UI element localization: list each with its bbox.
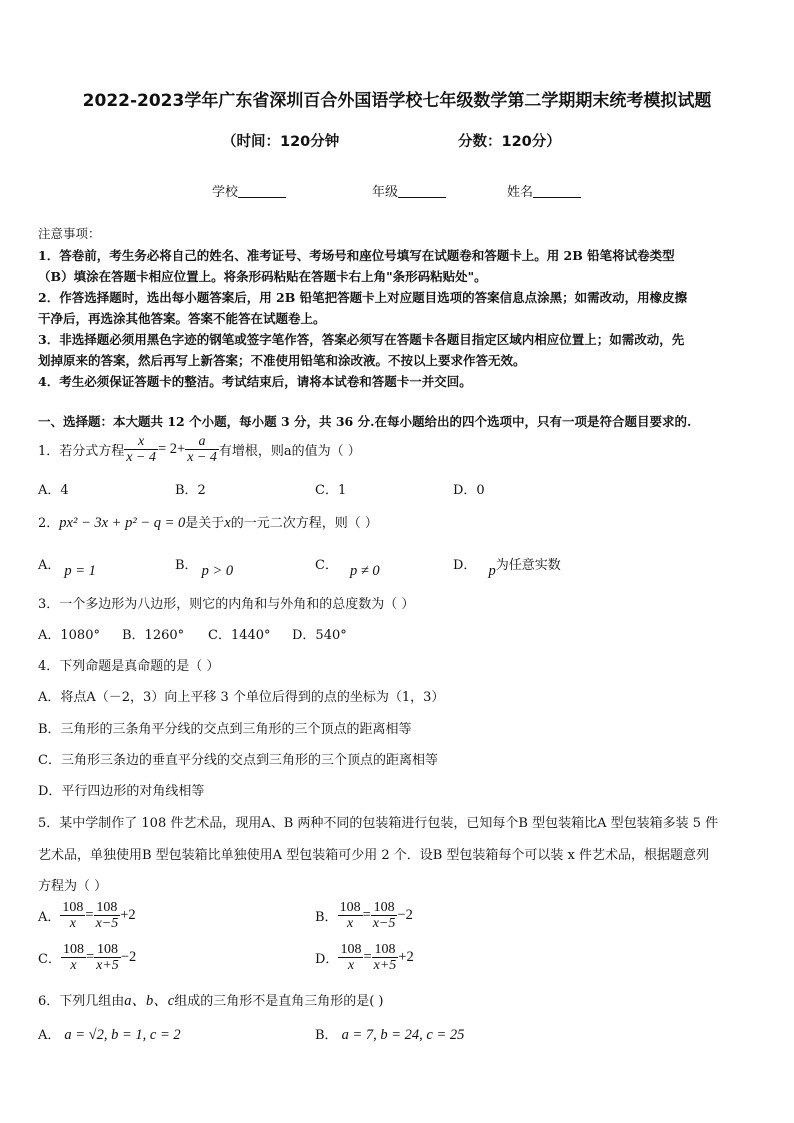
q5-option-c[interactable]: C． $\frac{108}{x}$ = $\frac{108}{x+5}$ −2: [38, 942, 137, 973]
q5-option-d[interactable]: D． $\frac{108}{x}$ = $\frac{108}{x+5}$ +2: [315, 942, 414, 973]
q1-fraction-1: $\frac{x}{x - 4}$: [126, 434, 156, 465]
notice-heading: 注意事项：: [38, 226, 101, 241]
question-1: [38, 434, 361, 465]
q4-option-c[interactable]: C．三角形三条边的垂直平分线的交点到三角形的三个顶点的距离相等: [38, 753, 438, 768]
q4-option-a[interactable]: A．将点A（－2，3）向上平移 3 个单位后得到的点的坐标为（1，3）: [38, 690, 445, 705]
q1-fraction-2: $\frac{a}{x - 4}$: [187, 434, 217, 465]
q2-option-a[interactable]: A． p = 1: [38, 558, 96, 579]
notice-line: 2．作答选择题时，选出每小题答案后，用 2B 铅笔把答题卡上对应题目选项的答案信息点涂黑；如需改动，用橡皮擦: [38, 290, 688, 305]
question-6: 6．下列几组由a、b、c组成的三角形不是直角三角形的是( ): [38, 993, 384, 1009]
q2-suffix: 的一元二次方程，则（ ）: [230, 516, 378, 531]
question-2: [38, 512, 378, 532]
q1-option-d[interactable]: D．0: [453, 483, 485, 498]
question-5-line: 方程为（ ）: [38, 879, 108, 894]
q2-option-c[interactable]: C． p ≠ 0: [315, 558, 380, 579]
notice-line: 划掉原来的答案，然后再写上新答案；不准使用铅笔和涂改液。不按以上要求作答无效。: [38, 353, 526, 368]
q1-option-a[interactable]: A．4: [38, 483, 69, 498]
grade-label: 年级: [372, 185, 399, 200]
q2-prefix: 2．: [38, 516, 60, 531]
q1-mid: = 2+: [157, 441, 186, 457]
q3-option-a[interactable]: A．1080°: [38, 628, 100, 643]
q5-option-b[interactable]: B． $\frac{108}{x}$ = $\frac{108}{x-5}$ −2: [315, 900, 413, 931]
notice-line: （B）填涂在答题卡相应位置上。将条形码粘贴在答题卡右上角"条形码粘贴处"。: [38, 269, 487, 284]
school-label: 学校: [212, 185, 239, 200]
name-label: 姓名: [507, 185, 534, 200]
q3-option-c[interactable]: C．1440°: [208, 628, 271, 643]
name-field[interactable]: [507, 181, 581, 200]
q2-option-d[interactable]: D． p为任意实数: [453, 558, 561, 579]
q3-option-d[interactable]: D．540°: [292, 628, 347, 643]
q1-prefix: 1．若分式方程: [38, 444, 125, 459]
q3-option-b[interactable]: B．1260°: [122, 628, 185, 643]
notice-line: 干净后，再选涂其他答案。答案不能答在试题卷上。: [38, 311, 326, 326]
question-3: 3．一个多边形为八边形，则它的内角和与外角和的总度数为（ ）: [38, 597, 415, 612]
notice-line: 1．答卷前，考生务必将自己的姓名、准考证号、考场号和座位号填写在试题卷和答题卡上。用 2B 铅笔将试卷类型: [38, 248, 675, 263]
q4-option-b[interactable]: B．三角形的三条角平分线的交点到三角形的三个顶点的距离相等: [38, 722, 412, 737]
question-5-line: 艺术品，单独使用B 型包装箱比单独使用A 型包装箱可少用 2 个．设B 型包装箱每个可以装 x 件艺术品，根据题意列: [38, 848, 710, 863]
q1-option-b[interactable]: B．2: [175, 483, 206, 498]
q2-var: x: [224, 515, 231, 531]
q1-suffix: 有增根，则a的值为（ ）: [218, 444, 361, 459]
notice-line: 3．非选择题必须用黑色字迹的钢笔或签字笔作答，答案必须写在答题卡各题目指定区域内相应位置上；如需改动，先: [38, 332, 685, 347]
question-5-line: 5．某中学制作了 108 件艺术品，现用A、B 两种不同的包装箱进行包装，已知每个B 型包装箱比A 型包装箱多装 5 件: [38, 816, 719, 831]
exam-time: （时间：120分钟: [222, 134, 340, 150]
grade-field[interactable]: [372, 181, 446, 200]
q2-option-b[interactable]: B． p > 0: [175, 558, 234, 579]
q6-option-a[interactable]: A． a = √2, b = 1, c = 2: [38, 1027, 181, 1043]
question-4: 4．下列命题是真命题的是（ ）: [38, 659, 220, 674]
q2-mid: 是关于: [185, 516, 225, 531]
q1-option-c[interactable]: C．1: [315, 483, 347, 498]
notice-line: 4．考生必须保证答题卡的整洁。考试结束后，请将本试卷和答题卡一并交回。: [38, 374, 472, 389]
q4-option-d[interactable]: D．平行四边形的对角线相等: [38, 784, 205, 799]
section-heading: 一、选择题：本大题共 12 个小题，每小题 3 分，共 36 分.在每小题给出的四个选项中，只有一项是符合题目要求的.: [38, 414, 692, 429]
q6-option-b[interactable]: B． a = 7, b = 24, c = 25: [315, 1027, 465, 1043]
q6-vars: a、b、c: [124, 993, 175, 1009]
q5-option-a[interactable]: A． $\frac{108}{x}$ = $\frac{108}{x-5}$ +2: [38, 900, 136, 931]
q2-expression: px² − 3x + p² − q = 0: [59, 515, 186, 531]
exam-score: 分数：120分）: [458, 134, 561, 150]
school-field[interactable]: [212, 181, 286, 200]
exam-title: 2022-2023学年广东省深圳百合外国语学校七年级数学第二学期期末统考模拟试题: [82, 91, 712, 111]
